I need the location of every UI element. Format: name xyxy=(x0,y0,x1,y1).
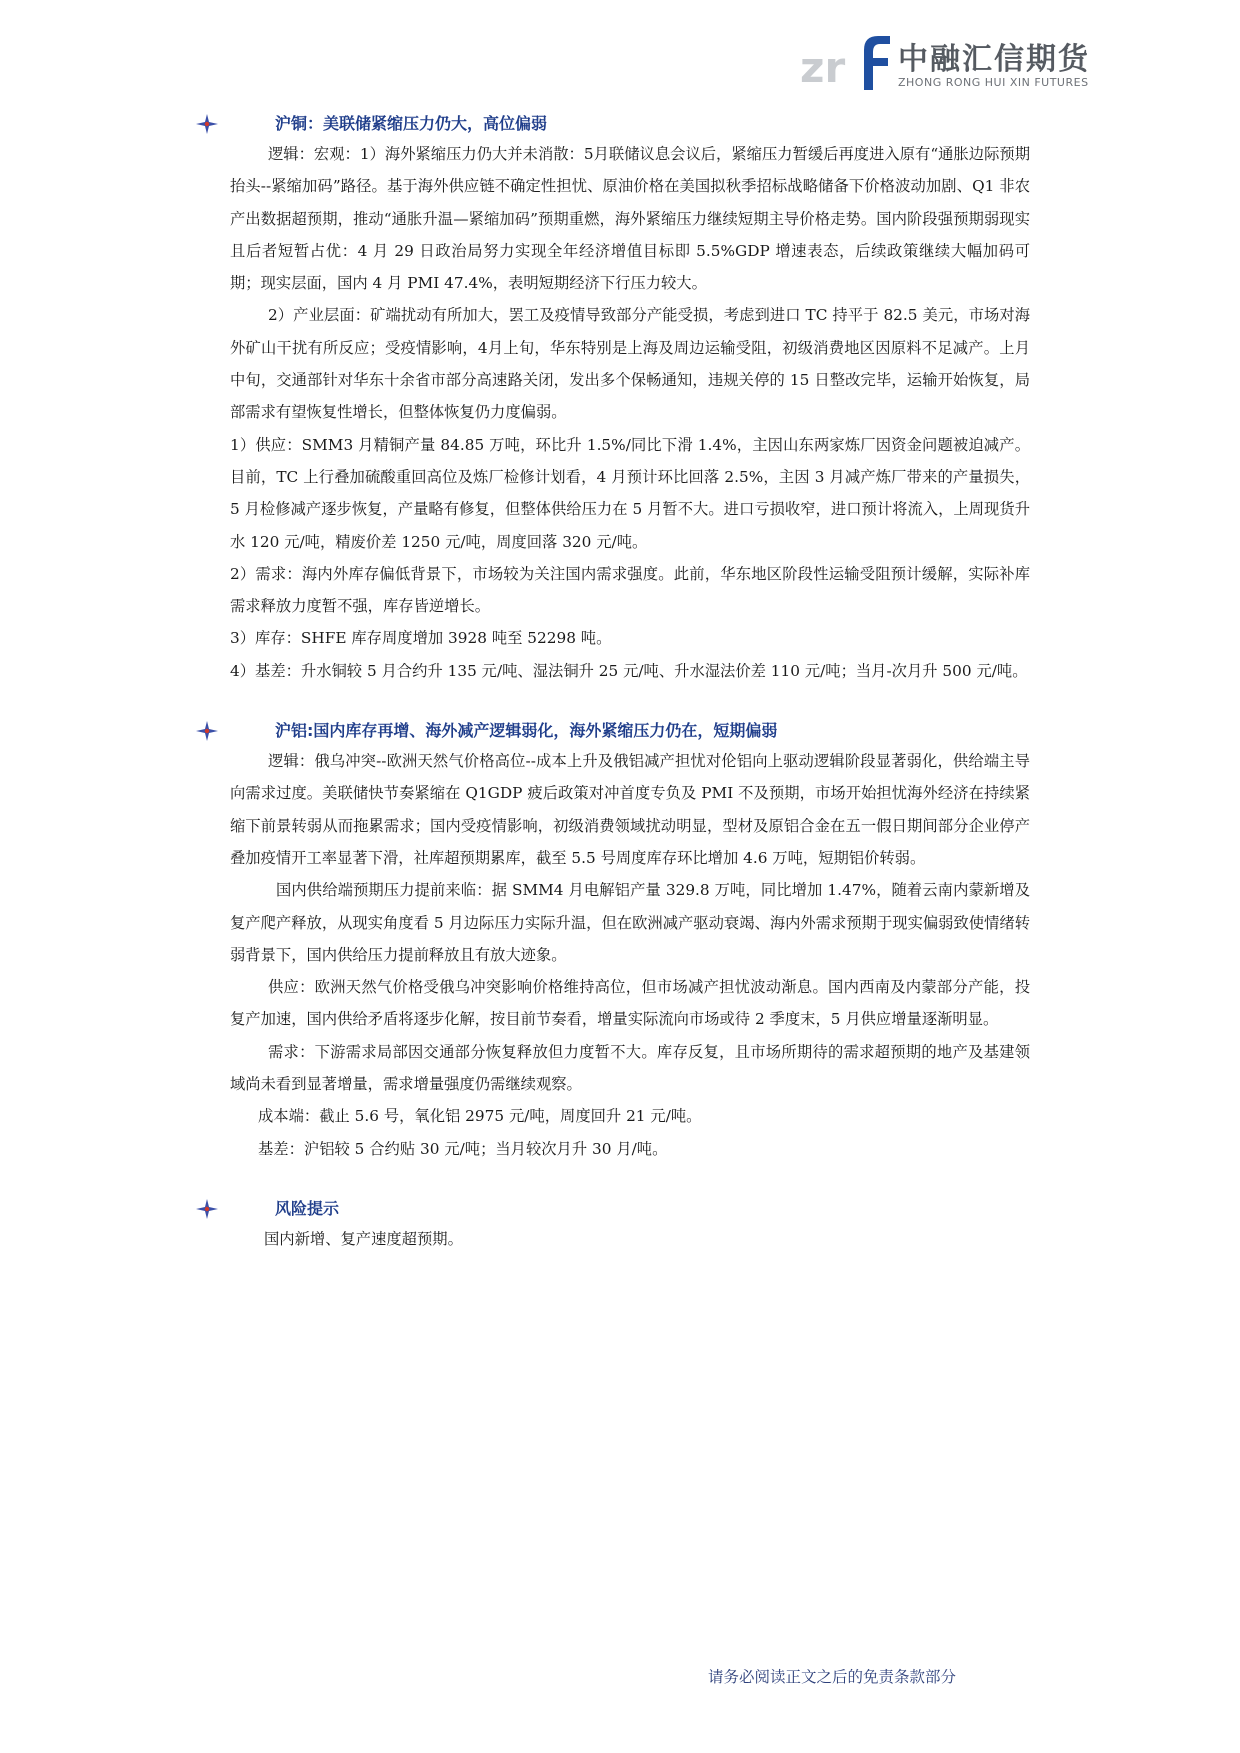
paragraph: 2）需求：海内外库存偏低背景下，市场较为关注国内需求强度。此前，华东地区阶段性运输受阻预计缓解，实际补库需求释放力度暂不强，库存皆逆增长。 xyxy=(230,564,1030,616)
paragraph: 1）供应：SMM3 月精铜产量 84.85 万吨，环比升 1.5%/同比下滑 1.4%，主因山东两家炼厂因资金问题被迫减产。目前，TC 上行叠加硫酸重回高位及炼厂检修计划看，4 月预计环比回落 2.5%，主因 3 月减产炼厂带来的产量损失，5 月检修减产逐步恢复，产量略有修复，但整体供给压力在 5 月暂不大。进口亏损收窄，进口预计将流入，上周现货升水 120 元/吨，精废价差 1250 元/吨，周度回落 320 元/吨。 xyxy=(230,435,1030,551)
paragraph: 成本端：截止 5.6 号，氧化铝 2975 元/吨，周度回升 21 元/吨。 xyxy=(258,1107,702,1126)
bullet-marker-icon xyxy=(196,721,218,741)
disclaimer-footer: 请务必阅读正文之后的免责条款部分 xyxy=(708,1668,957,1686)
paragraph: 2）产业层面：矿端扰动有所加大，罢工及疫情导致部分产能受损，考虑到进口 TC 持平于 82.5 美元，市场对海外矿山干扰有所反应；受疫情影响，4月上旬，华东特别是上海及周边运输受阻，初级消费地区因原料不足减产。上月中旬，交通部针对华东十余省市部分高速路关闭，发出多个保畅通知，违规关停的 15 日整改完毕，运输开始恢复，局部需求有望恢复性增长，但整体恢复仍力度偏弱。 xyxy=(230,306,1030,422)
logo-text-cn: 中融汇信期货 xyxy=(898,42,1090,77)
section-heading xyxy=(230,110,1030,138)
logo-mark-icon xyxy=(800,28,895,94)
paragraph: 需求：下游需求局部因交通部分恢复释放但力度暂不大。库存反复，且市场所期待的需求超预期的地产及基建领域尚未看到显著增量，需求增量强度仍需继续观察。 xyxy=(230,1042,1030,1094)
svg-text:zr: zr xyxy=(800,43,846,92)
logo-text-en: ZHONG RONG HUI XIN FUTURES xyxy=(898,76,1089,89)
bullet-marker-icon xyxy=(196,1199,218,1219)
paragraph: 供应：欧洲天然气价格受俄乌冲突影响价格维持高位，但市场减产担忧波动渐息。国内西南及内蒙部分产能，投复产加速，国内供给矛盾将逐步化解，按目前节奏看，增量实际流向市场或待 2 季度末，5 月供应增量逐渐明显。 xyxy=(230,978,1030,1029)
bullet-marker-icon xyxy=(196,114,218,134)
paragraph: 4）基差：升水铜较 5 月合约升 135 元/吨、湿法铜升 25 元/吨、升水湿法价差 110 元/吨；当月-次月升 500 元/吨。 xyxy=(230,661,1028,680)
paragraph: 逻辑：俄乌冲突--欧洲天然气价格高位--成本上升及俄铝减产担忧对伦铝向上驱动逻辑阶段显著弱化，供给端主导向需求过度。美联储快节奏紧缩在 Q1GDP 疲后政策对冲首度专负及 PMI 不及预期，市场开始担忧海外经济在持续紧缩下前景转弱从而拖累需求；国内受疫情影响，初级消费领域扰动明显，型材及原铝合金在五一假日期间部分企业停产叠加疫情开工率显著下滑，社库超预期累库，截至 5.5 号周度库存环比增加 4.6 万吨，短期铝价转弱。 xyxy=(230,752,1030,867)
section-title: 风险提示 xyxy=(275,1198,340,1218)
document-body xyxy=(230,110,1030,1255)
section-title: 沪铝:国内库存再增、海外减产逻辑弱化，海外紧缩压力仍在，短期偏弱 xyxy=(275,721,778,741)
paragraph: 国内供给端预期压力提前来临：据 SMM4 月电解铝产量 329.8 万吨，同比增加 1.47%，随着云南内蒙新增及复产爬产释放，从现实角度看 5 月边际压力实际升温，但在欧洲减产驱动衰竭、海内外需求预期于现实偏弱致使情绪转弱背景下，国内供给压力提前释放且有放大迹象。 xyxy=(230,881,1030,964)
paragraph: 国内新增、复产速度超预期。 xyxy=(264,1229,463,1248)
section-heading xyxy=(230,1195,1030,1223)
company-logo xyxy=(800,28,1090,94)
section-title: 沪铜：美联储紧缩压力仍大，高位偏弱 xyxy=(275,114,548,133)
paragraph: 基差：沪铝较 5 合约贴 30 元/吨；当月较次月升 30 月/吨。 xyxy=(258,1139,668,1158)
paragraph: 3）库存：SHFE 库存周度增加 3928 吨至 52298 吨。 xyxy=(230,629,612,648)
section-heading xyxy=(230,717,1030,745)
paragraph: 逻辑：宏观：1）海外紧缩压力仍大并未消散：5月联储议息会议后，紧缩压力暂缓后再度进入原有“通胀边际预期抬头--紧缩加码”路径。基于海外供应链不确定性担忧、原油价格在美国拟秋季招标战略储备下价格波动加剧、Q1 非农产出数据超预期，推动“通胀升温—紧缩加码”预期重燃，海外紧缩压力继续短期主导价格走势。国内阶段强预期弱现实且后者短暂占优：4 月 29 日政治局努力实现全年经济增值目标即 5.5%GDP 增速表态，后续政策继续大幅加码可期；现实层面，国内 4 月 PMI 47.4%，表明短期经济下行压力较大。 xyxy=(230,145,1030,293)
